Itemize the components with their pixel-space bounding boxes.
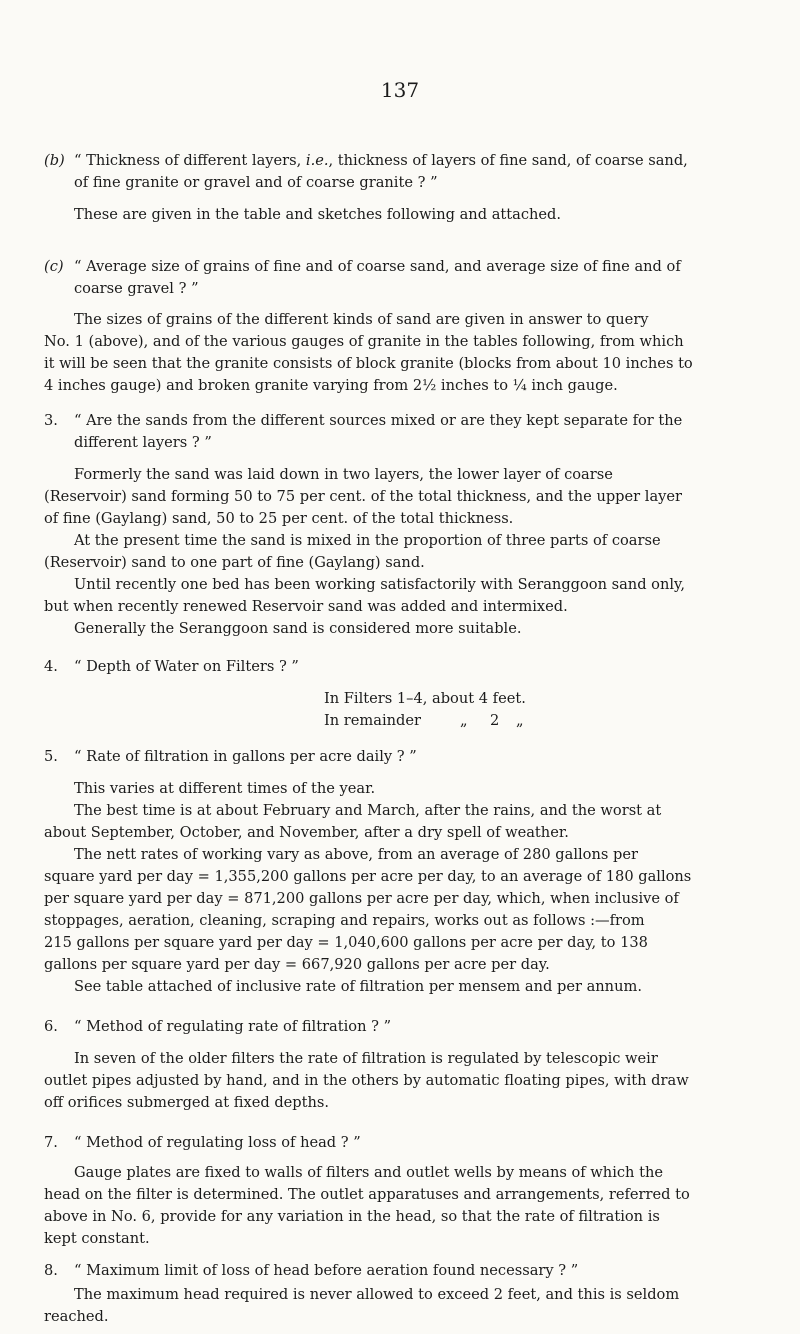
section-c-question-cont: coarse gravel ? ” — [74, 280, 199, 297]
section-5-answer-line: gallons per square yard per day = 667,920 gallons per acre per day. — [44, 956, 550, 973]
section-c-answer-line: No. 1 (above), and of the various gauges of granite in the tables following, from which — [44, 333, 684, 350]
section-3-answer-line: (Reservoir) sand to one part of fine (Gaylang) sand. — [44, 554, 425, 571]
section-3-answer-line: (Reservoir) sand forming 50 to 75 per cent. of the total thickness, and the upper layer — [44, 488, 683, 505]
section-3-answer-line: of fine (Gaylang) sand, 50 to 25 per cent. of the total thickness. — [44, 510, 514, 527]
section-c-answer-line: The sizes of grains of the different kinds of sand are given in answer to query — [74, 311, 649, 328]
section-7-answer-line: Gauge plates are fixed to walls of filters and outlet wells by means of which the — [74, 1164, 663, 1181]
section-5-answer-line: See table attached of inclusive rate of filtration per mensem and per annum. — [74, 978, 642, 995]
section-5-answer-line: 215 gallons per square yard per day = 1,040,600 gallons per acre per day, to 138 — [44, 934, 648, 951]
section-c-answer-line: it will be seen that the granite consists of block granite (blocks from about 10 inches to — [44, 355, 693, 372]
page-number: 137 — [380, 78, 420, 102]
section-8-number: 8. — [44, 1262, 58, 1279]
section-3-answer-line: Until recently one bed has been working satisfactorily with Seranggoon sand only, — [74, 576, 685, 593]
section-4-row-remainder: In remainder „ 2 „ — [324, 712, 524, 729]
section-5-answer-line: This varies at different times of the year. — [74, 780, 376, 797]
section-7-answer-line: head on the filter is determined. The outlet apparatuses and arrangements, referred to — [44, 1186, 690, 1203]
section-b-question-cont: of fine granite or gravel and of coarse granite ? ” — [74, 174, 438, 191]
section-5-number: 5. — [44, 748, 58, 765]
section-6-question: 6. “ Method of regulating rate of filtration ? ” — [44, 1018, 392, 1035]
section-7-question: 7. “ Method of regulating loss of head ? ” — [44, 1134, 361, 1151]
section-3-answer-line: but when recently renewed Reservoir sand was added and intermixed. — [44, 598, 568, 615]
section-5-question: 5. “ Rate of filtration in gallons per acre daily ? ” — [44, 748, 417, 765]
section-c-question: (c) “ Average size of grains of fine and of coarse sand, and average size of fine and of — [44, 258, 681, 275]
section-4-question: 4. “ Depth of Water on Filters ? ” — [44, 658, 299, 675]
section-5-answer-line: square yard per day = 1,355,200 gallons per acre per day, to an average of 180 gallons — [44, 868, 692, 885]
section-4-row-filters-1-4: In Filters 1–4, about 4 feet. — [324, 690, 526, 707]
section-5-answer-line: The nett rates of working vary as above, from an average of 280 gallons per — [74, 846, 638, 863]
section-b-question: (b) “ Thickness of different layers, i.e., thickness of layers of fine sand, of coarse sand, — [44, 152, 688, 169]
section-7-number: 7. — [44, 1134, 58, 1151]
section-6-answer-line: In seven of the older filters the rate of filtration is regulated by telescopic weir — [74, 1050, 658, 1067]
section-6-answer-line: outlet pipes adjusted by hand, and in the others by automatic floating pipes, with draw — [44, 1072, 689, 1089]
section-5-answer-line: about September, October, and November, after a dry spell of weather. — [44, 824, 569, 841]
section-8-answer-line: The maximum head required is never allowed to exceed 2 feet, and this is seldom — [74, 1286, 680, 1303]
section-4-number: 4. — [44, 658, 58, 675]
section-3-number: 3. — [44, 412, 58, 429]
section-6-answer-line: off orifices submerged at fixed depths. — [44, 1094, 330, 1111]
section-5-answer-line: The best time is at about February and March, after the rains, and the worst at — [74, 802, 662, 819]
section-5-answer-line: stoppages, aeration, cleaning, scraping and repairs, works out as follows :—from — [44, 912, 645, 929]
section-7-answer-line: above in No. 6, provide for any variation in the head, so that the rate of filtration is — [44, 1208, 660, 1225]
section-8-question: 8. “ Maximum limit of loss of head before aeration found necessary ? ” — [44, 1262, 579, 1279]
section-b-label: (b) — [44, 152, 65, 169]
section-3-question: 3. “ Are the sands from the different sources mixed or are they kept separate for the — [44, 412, 683, 429]
section-c-label: (c) — [44, 258, 64, 275]
section-3-answer-line: Formerly the sand was laid down in two layers, the lower layer of coarse — [74, 466, 613, 483]
section-3-answer-line: At the present time the sand is mixed in the proportion of three parts of coarse — [74, 532, 661, 549]
section-8-answer-line: reached. — [44, 1308, 109, 1325]
section-3-question-cont: different layers ? ” — [74, 434, 212, 451]
section-5-answer-line: per square yard per day = 871,200 gallons per acre per day, which, when inclusive of — [44, 890, 679, 907]
section-c-answer-line: 4 inches gauge) and broken granite varying from 2½ inches to ¼ inch gauge. — [44, 377, 618, 394]
section-7-answer-line: kept constant. — [44, 1230, 150, 1247]
section-3-answer-line: Generally the Seranggoon sand is considered more suitable. — [74, 620, 522, 637]
section-b-answer: These are given in the table and sketches following and attached. — [74, 206, 562, 223]
section-6-number: 6. — [44, 1018, 58, 1035]
